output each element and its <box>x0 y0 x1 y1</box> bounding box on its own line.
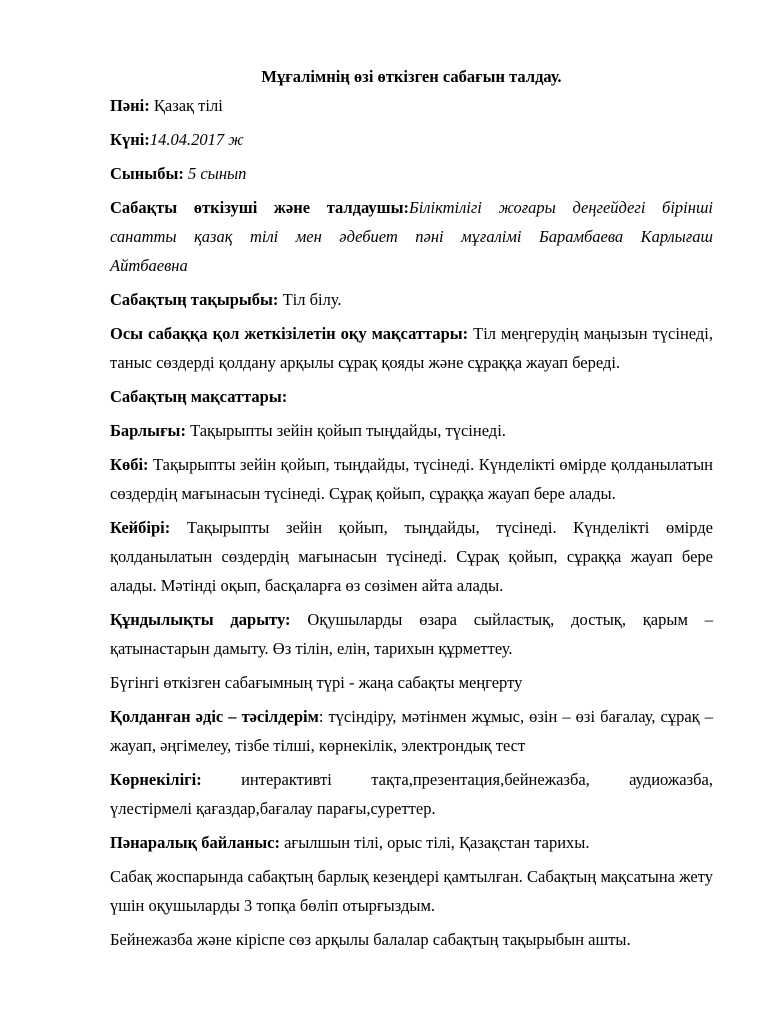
visuals-line-1 <box>110 765 713 794</box>
teacher-value-3: Айтбаевна <box>110 256 188 275</box>
teacher-label: Сабақты өткізуші және талдаушы: <box>110 198 409 217</box>
grade-line <box>110 159 713 188</box>
objectives-paragraph <box>110 319 713 377</box>
some-students-paragraph <box>110 513 713 600</box>
teacher-line-1 <box>110 193 713 222</box>
visuals-item-1: интерактивті <box>241 770 332 789</box>
visuals-line-2: үлестірмелі қағаздар,бағалау парағы,суреттер. <box>110 799 436 818</box>
date-value: 14.04.2017 ж <box>149 130 244 149</box>
lesson-type-line <box>110 668 713 697</box>
values-paragraph <box>110 605 713 663</box>
intro-text: Бейнежазба және кіріспе сөз арқылы балалар сабақтың тақырыбын ашты. <box>110 930 631 949</box>
interdisciplinary-line <box>110 828 713 857</box>
topic-label: Сабақтың тақырыбы: <box>110 290 279 309</box>
teacher-value-2: санатты қазақ тілі мен әдебиет пәні мұғалімі Барамбаева Карлығаш <box>110 227 713 246</box>
subject-line <box>110 91 713 120</box>
plan-text: Сабақ жоспарында сабақтың барлық кезеңдері қамтылған. Сабақтың мақсатына жету үшін оқушыларды 3 топқа бөліп отырғыздым. <box>110 867 713 915</box>
topic-value: Тіл білу. <box>278 290 342 309</box>
most-label: Көбі: <box>110 455 149 474</box>
teacher-value-1: Біліктілігі жоғары деңгейдегі бірінші <box>408 198 713 217</box>
topic-line <box>110 285 713 314</box>
date-line <box>110 125 713 154</box>
date-label: Күні: <box>110 130 150 149</box>
visuals-item-2: тақта,презентация,бейнежазба, <box>371 770 590 789</box>
values-value: Оқушыларды өзара сыйластық, достық, қарым – қатынастарын дамыту. Өз тілін, елін, тарихын құрметтеу. <box>110 610 714 658</box>
most-value: Тақырыпты зейін қойып, тыңдайды, түсінеді. Күнделікті өмірде қолданылатын сөздердің мағынасын түсінеді. Сұрақ қойып, сұраққа жауап бере алады. <box>110 455 713 503</box>
visuals-label: Көрнекілігі: <box>110 770 202 789</box>
all-students-line <box>110 416 713 445</box>
document-title: Мұғалімнің өзі өткізген сабағын талдау. <box>261 67 562 86</box>
all-label: Барлығы: <box>110 421 186 440</box>
plan-paragraph <box>110 862 713 920</box>
some-value: Тақырыпты зейін қойып, тыңдайды, түсінеді. Күнделікті өмірде қолданылатын сөздердің мағынасын түсінеді. Сұрақ қойып, сұраққа жауап бере алады. Мәтінді оқып, басқаларға өз сөзімен айта алады. <box>110 518 713 595</box>
interdisciplinary-value: ағылшын тілі, орыс тілі, Қазақстан тарихы. <box>279 833 590 852</box>
visuals-item-3: аудиожазба, <box>629 770 713 789</box>
lesson-type-text: Бүгінгі өткізген сабағымның түрі - жаңа сабақты меңгерту <box>110 673 523 692</box>
methods-paragraph <box>110 702 713 760</box>
goals-heading-text: Сабақтың мақсаттары: <box>110 387 288 406</box>
visuals-paragraph <box>110 765 713 823</box>
teacher-paragraph <box>110 193 713 280</box>
objectives-value: Тіл меңгерудің маңызын түсінеді, таныс сөздерді қолдану арқылы сұрақ қояды және сұраққа жауап береді. <box>110 324 713 372</box>
most-students-paragraph <box>110 450 713 508</box>
grade-label: Сыныбы: <box>110 164 184 183</box>
all-value: Тақырыпты зейін қойып тыңдайды, түсінеді. <box>185 421 506 440</box>
values-label: Құндылықты дарыту: <box>110 610 291 629</box>
subject-value: Қазақ тілі <box>149 96 223 115</box>
methods-label: Қолданған әдіс – тәсілдерім <box>110 707 319 726</box>
teacher-line-2 <box>110 222 713 251</box>
objectives-label: Осы сабаққа қол жеткізілетін оқу мақсаттары: <box>110 324 469 343</box>
goals-heading <box>110 382 713 411</box>
document-body <box>110 62 713 959</box>
intro-paragraph <box>110 925 713 954</box>
some-label: Кейбірі: <box>110 518 171 537</box>
methods-value: : түсіндіру, мәтінмен жұмыс, өзін – өзі бағалау, сұрақ – жауап, әңгімелеу, тізбе тілші, көрнекілік, электрондық тест <box>110 707 713 755</box>
interdisciplinary-label: Пәнаралық байланыс: <box>110 833 280 852</box>
grade-value: 5 сынып <box>183 164 247 183</box>
subject-label: Пәні: <box>110 96 150 115</box>
